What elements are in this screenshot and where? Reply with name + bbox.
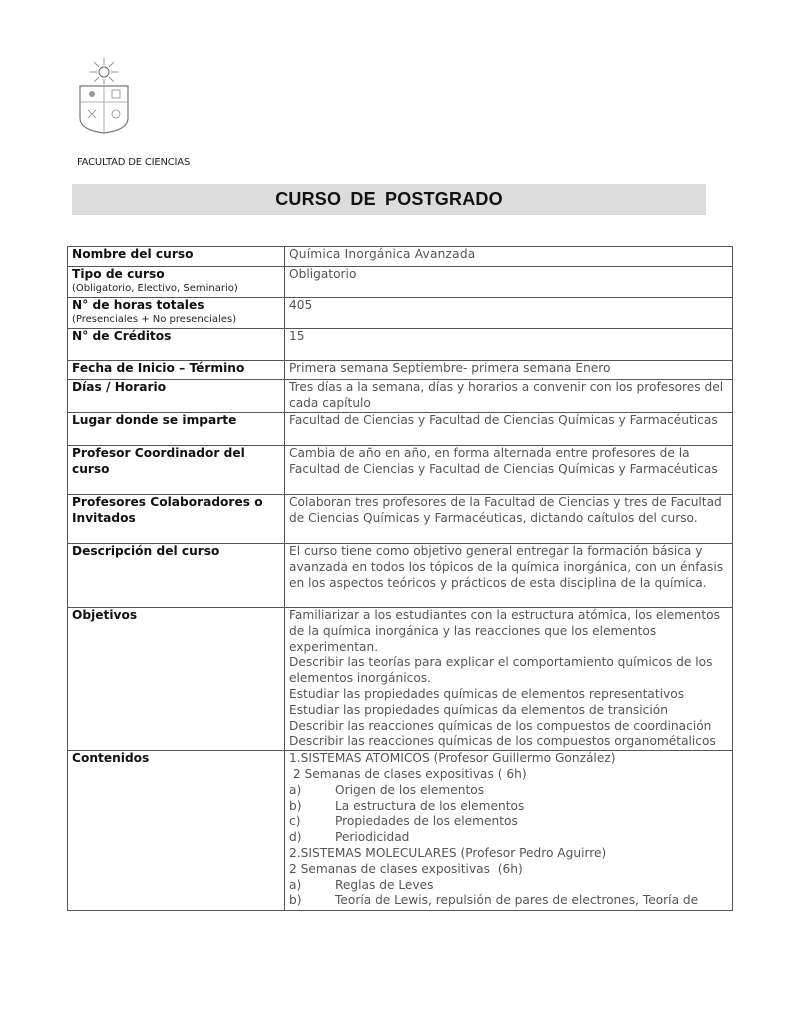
list-marker: d) xyxy=(289,830,302,845)
contents-value xyxy=(285,751,733,911)
faculty-name: FACULTAD DE CIENCIAS xyxy=(77,157,191,168)
list-item xyxy=(289,893,728,909)
dates-value: Primera semana Septiembre- primera semana Enero xyxy=(285,361,733,380)
list-item-text: Teoría de Lewis, repulsión de pares de electrones, Teoría de xyxy=(335,893,699,908)
objective-item: Estudiar las propiedades químicas de elementos representativos xyxy=(289,686,685,701)
table-row xyxy=(68,495,733,544)
row-label: Nombre del curso xyxy=(68,247,285,267)
table-row xyxy=(68,298,733,329)
coordinator-value: Cambia de año en año, en forma alternada entre profesores de la Facultad de Ciencias y Facultad de Ciencias Químicas y Farmacéuticas xyxy=(285,446,733,495)
collaborators-value: Colaboran tres profesores de la Facultad de Ciencias y tres de Facultad de Ciencias Químicas y Farmacéuticas, dictando caítulos del curso. xyxy=(285,495,733,544)
row-label: Profesor Coordinador del curso xyxy=(68,446,285,495)
table-row xyxy=(68,608,733,751)
table-row xyxy=(68,446,733,495)
list-marker: b) xyxy=(289,893,302,908)
contents-section-subtitle: 2 Semanas de clases expositivas ( 6h) xyxy=(289,766,527,781)
row-label: Fecha de Inicio – Término xyxy=(68,361,285,380)
row-label: N° de Créditos xyxy=(68,329,285,361)
list-item-text: La estructura de los elementos xyxy=(335,798,525,813)
list-item xyxy=(289,783,728,799)
list-item-text: Propiedades de los elementos xyxy=(335,814,518,829)
list-item-text: Periodicidad xyxy=(335,830,410,845)
objective-item: Describir las reacciones químicas de los compuestos organométalicos xyxy=(289,734,716,749)
table-row xyxy=(68,247,733,267)
university-seal-logo xyxy=(76,56,132,134)
table-row xyxy=(68,544,733,608)
row-label-hint: (Obligatorio, Electivo, Seminario) xyxy=(72,282,238,294)
list-item xyxy=(289,814,728,830)
objective-item: Describir las teorías para explicar el comportamiento químicos de los elementos inorgánicos. xyxy=(289,655,713,686)
course-type-value: Obligatorio xyxy=(285,267,733,298)
list-marker: b) xyxy=(289,798,302,813)
row-label-text: N° de horas totales xyxy=(72,298,205,312)
row-label: Lugar donde se imparte xyxy=(68,413,285,446)
row-label xyxy=(68,267,285,298)
table-row xyxy=(68,751,733,911)
row-label xyxy=(68,298,285,329)
table-row xyxy=(68,413,733,446)
list-item-text: Reglas de Leves xyxy=(335,877,434,892)
table-row xyxy=(68,361,733,380)
list-marker: a) xyxy=(289,877,302,892)
course-info-table xyxy=(67,246,733,911)
credits-value: 15 xyxy=(285,329,733,361)
list-item xyxy=(289,878,728,894)
objective-item: Describir las reacciones químicas de los compuestos de coordinación xyxy=(289,718,712,733)
objectives-value xyxy=(285,608,733,751)
banner-title: CURSO DE POSTGRADO xyxy=(275,189,503,209)
row-label: Objetivos xyxy=(68,608,285,751)
table-row xyxy=(68,329,733,361)
row-label: Contenidos xyxy=(68,751,285,911)
row-label-text: Tipo de curso xyxy=(72,267,165,281)
objective-item: Estudiar las propiedades químicas da elementos de transición xyxy=(289,702,668,717)
row-label-hint: (Presenciales + No presenciales) xyxy=(72,313,237,325)
contents-section-subtitle: 2 Semanas de clases expositivas (6h) xyxy=(289,861,523,876)
list-item-text: Origen de los elementos xyxy=(335,782,485,797)
row-label: Descripción del curso xyxy=(68,544,285,608)
schedule-value: Tres días a la semana, días y horarios a convenir con los profesores del cada capítulo xyxy=(285,380,733,413)
description-value: El curso tiene como objetivo general entregar la formación básica y avanzada en todos los tópicos de la química inorgánica, con un énfasis en los aspectos teóricos y prácticos de esta disciplina de la química. xyxy=(285,544,733,608)
course-name-value: Química Inorgánica Avanzada xyxy=(285,247,733,267)
location-value: Facultad de Ciencias y Facultad de Ciencias Químicas y Farmacéuticas xyxy=(285,413,733,446)
course-title-banner xyxy=(72,184,706,215)
list-marker: a) xyxy=(289,782,302,797)
total-hours-value: 405 xyxy=(285,298,733,329)
table-row xyxy=(68,380,733,413)
list-item xyxy=(289,830,728,846)
list-item xyxy=(289,799,728,815)
row-label: Días / Horario xyxy=(68,380,285,413)
contents-section-title: 1.SISTEMAS ATOMICOS (Profesor Guillermo González) xyxy=(289,751,616,766)
objective-item: Familiarizar a los estudiantes con la estructura atómica, los elementos de la química inorgánica y las reacciones que los elementos experimentan. xyxy=(289,608,720,654)
table-row xyxy=(68,267,733,298)
row-label: Profesores Colaboradores o Invitados xyxy=(68,495,285,544)
list-marker: c) xyxy=(289,814,301,829)
contents-section-title: 2.SISTEMAS MOLECULARES (Profesor Pedro Aguirre) xyxy=(289,845,607,860)
